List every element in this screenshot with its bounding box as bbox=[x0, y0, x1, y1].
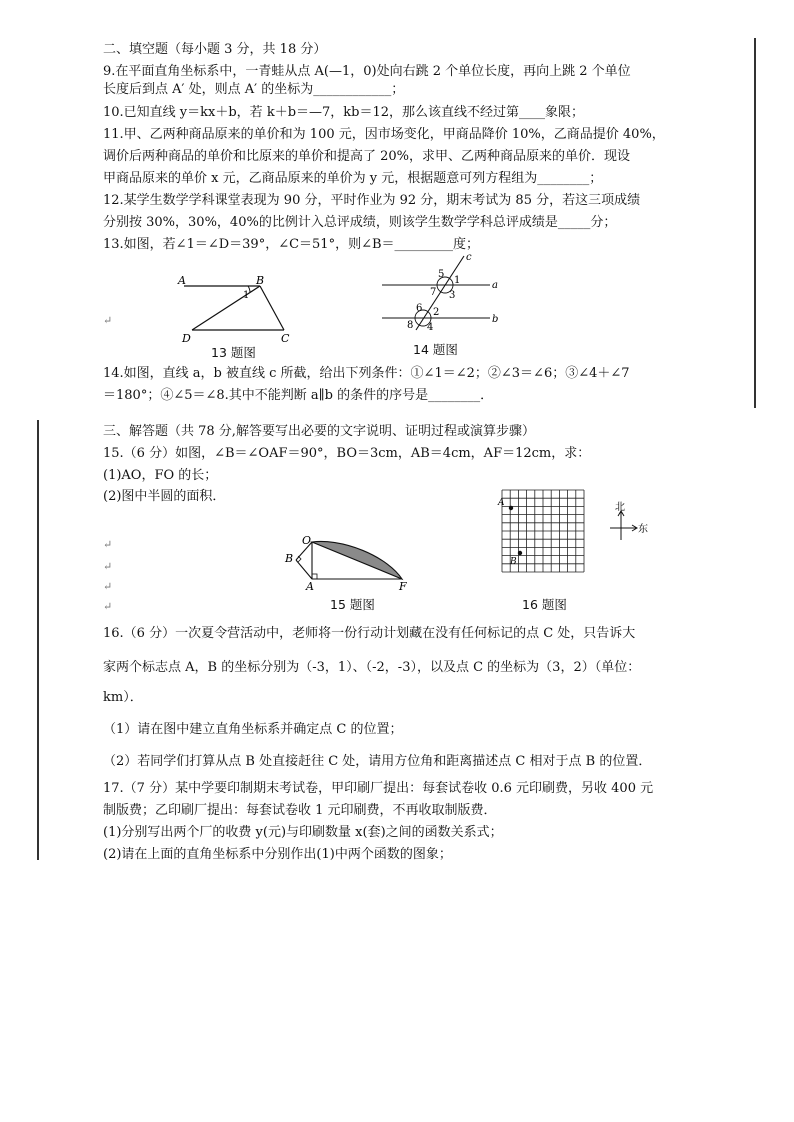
fig15-caption: 15 题图 bbox=[330, 597, 375, 612]
q16-line2: 家两个标志点 A，B 的坐标分别为（-3，1）、（-2，-3），以及点 C 的坐标为（3，2）（单位： bbox=[103, 660, 641, 675]
q11-line2: 调价后两种商品的单价和比原来的单价和提高了 20%，求甲、乙两种商品原来的单价．现设 bbox=[103, 149, 631, 164]
fig13-label-D: D bbox=[182, 332, 191, 344]
q14-line2: ＝180°；④∠5＝∠8.其中不能判断 a∥b 的条件的序号是________． bbox=[103, 388, 494, 403]
compass-icon bbox=[606, 500, 656, 545]
section2-title: 二、填空题（每小题 3 分，共 18 分） bbox=[103, 42, 327, 57]
q17-part2: (2)请在上面的直角坐标系中分别作出(1)中两个函数的图象； bbox=[103, 847, 452, 862]
fig14-label-2: 2 bbox=[433, 307, 440, 318]
fig13-caption: 13 题图 bbox=[211, 345, 256, 360]
fig14-label-b: b bbox=[492, 314, 499, 325]
q14-line1: 14.如图，直线 a，b 被直线 c 所截，给出下列条件：①∠1＝∠2；②∠3＝∠6；③∠4＋∠7 bbox=[103, 366, 630, 381]
fig15-label-F: F bbox=[399, 580, 407, 592]
q10: 10.已知直线 y＝kx＋b，若 k＋b＝—7，kb＝12，那么该直线不经过第____象限； bbox=[103, 105, 585, 120]
q15-line1: 15.（6 分）如图，∠B＝∠OAF＝90°，BO＝3cm，AB＝4cm，AF＝12cm，求： bbox=[103, 446, 591, 461]
q9-line1: 9.在平面直角坐标系中，一青蛙从点 A(—1，0)处向右跳 2 个单位长度，再向上跳 2 个单位 bbox=[103, 64, 631, 79]
fig14-label-3: 3 bbox=[449, 290, 456, 301]
q11-line1: 11.甲、乙两种商品原来的单价和为 100 元，因市场变化，甲商品降价 10%，乙商品提价 40%， bbox=[103, 127, 665, 142]
fig13-label-B: B bbox=[256, 274, 265, 287]
fig16-label-A: A bbox=[498, 498, 505, 508]
fig15-label-B: B bbox=[285, 552, 294, 565]
compass-north: 北 bbox=[615, 502, 625, 513]
q17-line1: 17.（7 分）某中学要印制期末考试卷，甲印刷厂提出：每套试卷收 0.6 元印刷费，另收 400 元 bbox=[103, 781, 654, 796]
fig14-label-1: 1 bbox=[454, 275, 461, 286]
q13: 13.如图，若∠1＝∠D＝39°，∠C＝51°，则∠B＝_________度； bbox=[103, 237, 480, 252]
q12-line2: 分别按 30%，30%，40%的比例计入总评成绩，则该学生数学学科总评成绩是_____分； bbox=[103, 215, 617, 230]
q12-line1: 12.某学生数学学科课堂表现为 90 分，平时作业为 92 分，期末考试为 85 分，若这三项成绩 bbox=[103, 193, 641, 208]
figure-13-trapezoid bbox=[170, 272, 300, 344]
q16-line1: 16.（6 分）一次夏令营活动中，老师将一份行动计划藏在没有任何标记的点 C 处，只告诉大 bbox=[103, 626, 636, 641]
left-margin-line bbox=[37, 420, 39, 860]
q11-line3: 甲商品原来的单价 x 元，乙商品原来的单价为 y 元，根据题意可列方程组为________； bbox=[103, 171, 603, 186]
q15-line2: (1)AO，FO 的长； bbox=[103, 468, 218, 483]
figure-16-grid bbox=[496, 484, 586, 578]
fig14-label-c: c bbox=[466, 252, 472, 263]
q16-part1: （1）请在图中建立直角坐标系并确定点 C 的位置； bbox=[103, 722, 403, 737]
figure-14-parallel-lines bbox=[380, 252, 505, 332]
section3-title: 三、解答题（共 78 分,解答要写出必要的文字说明、证明过程或演算步骤） bbox=[103, 424, 535, 439]
fig13-label-C: C bbox=[281, 332, 290, 344]
fig14-label-6: 6 bbox=[416, 303, 423, 314]
fig14-label-a: a bbox=[492, 280, 498, 291]
q16-part2: （2）若同学们打算从点 B 处直接赶往 C 处，请用方位角和距离描述点 C 相对于点 B 的位置． bbox=[103, 754, 652, 769]
fig16-label-B: B bbox=[510, 557, 517, 567]
q17-line2: 制版费；乙印刷厂提出：每套试卷收 1 元印刷费，不再收取制版费． bbox=[103, 803, 497, 818]
fig14-label-7: 7 bbox=[430, 287, 437, 298]
fig13-label-A: A bbox=[178, 274, 186, 287]
fig15-label-O: O bbox=[302, 534, 312, 547]
q17-part1: (1)分别写出两个厂的收费 y(元)与印刷数量 x(套)之间的函数关系式； bbox=[103, 825, 503, 840]
q16-line3: km）． bbox=[103, 690, 143, 705]
fig14-label-5: 5 bbox=[438, 269, 445, 280]
right-margin-line bbox=[754, 38, 756, 408]
q9-line2: 长度后到点 A′ 处，则点 A′ 的坐标为____________； bbox=[103, 82, 405, 97]
q15-line3: (2)图中半圆的面积． bbox=[103, 489, 226, 504]
fig16-caption: 16 题图 bbox=[522, 597, 567, 612]
fig13-label-1: 1 bbox=[243, 290, 250, 301]
fig15-label-A: A bbox=[306, 580, 314, 592]
compass-east: 东 bbox=[638, 524, 648, 535]
figure-15-semicircle bbox=[280, 520, 410, 592]
fig14-label-4: 4 bbox=[427, 322, 434, 332]
fig14-caption: 14 题图 bbox=[413, 342, 458, 357]
fig14-label-8: 8 bbox=[407, 320, 414, 331]
